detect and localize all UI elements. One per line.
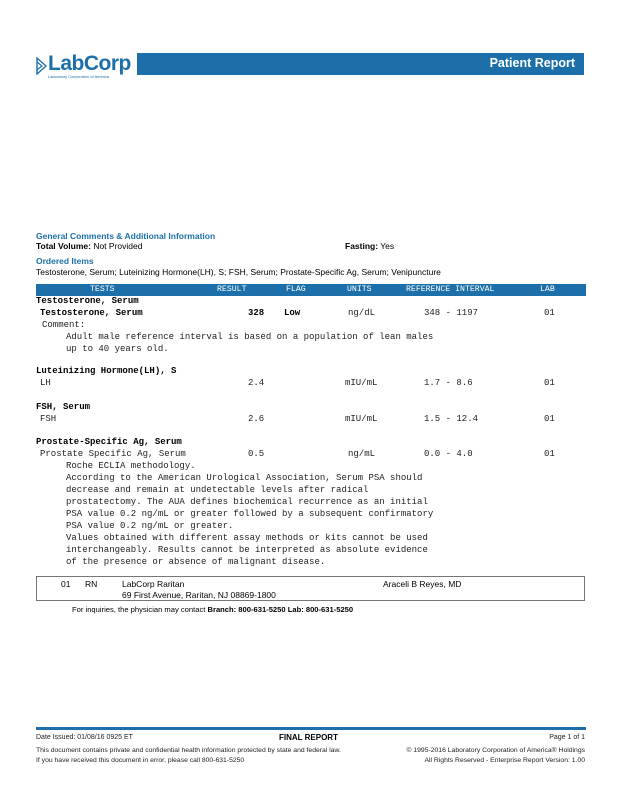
labcorp-logo-mark-icon [36,57,47,75]
group-title: Testosterone, Serum [36,296,139,306]
comment-line: up to 40 years old. [66,344,169,354]
footer-rule [36,727,586,730]
row-reference: 0.0 - 4.0 [424,449,473,459]
comment-line: Adult male reference interval is based on a population of lean males [66,332,434,342]
ordered-items-heading: Ordered Items [36,256,94,266]
row-test: Prostate Specific Ag, Serum [40,449,186,459]
col-result: RESULT [217,285,247,294]
row-result: 2.4 [248,378,265,388]
comment-line: interchangeably. Results cannot be interpreted as absolute evidence [66,545,428,555]
table-row [0,308,618,319]
copyright-line-1: © 1995-2016 Laboratory Corporation of America® Holdings [406,747,585,754]
table-row [0,378,618,389]
row-test: Testosterone, Serum [40,308,143,318]
lab-name: LabCorp Raritan [122,579,185,589]
col-lab: LAB [540,285,555,294]
comment-label: Comment: [42,320,86,330]
date-issued: Date Issued: 01/08/16 0925 ET [36,734,133,741]
lab-info-box [36,576,585,601]
lab-address: 69 First Avenue, Raritan, NJ 08869-1800 [122,590,276,600]
logo-subtitle: Laboratory Corporation of America [48,74,110,79]
col-units: UNITS [347,285,372,294]
total-volume-label: Total Volume: [36,241,91,251]
copyright-line-2: All Rights Reserved - Enterprise Report Version: 1.00 [424,757,585,764]
page-number: Page 1 of 1 [549,734,585,741]
row-lab: 01 [544,449,555,459]
total-volume [36,241,142,251]
inquiry-phones: Branch: 800-631-5250 Lab: 800-631-5250 [207,605,354,614]
row-units: ng/dL [348,308,376,318]
row-test: LH [40,378,51,388]
disclaimer-line-2: If you have received this document in error, please call 800-631-5250 [36,757,245,764]
row-test: FSH [40,414,57,424]
col-tests: TESTS [90,285,115,294]
row-result: 0.5 [248,449,265,459]
disclaimer-line-1: This document contains private and confidential health information protected by state and federal law. [36,747,341,754]
total-volume-value: Not Provided [93,241,143,251]
comment-line: decrease and remain at undetectable levels after radical [66,485,369,495]
table-row [0,449,618,460]
group-title: Luteinizing Hormone(LH), S [36,366,177,376]
comment-line: Values obtained with different assay methods or kits cannot be used [66,533,428,543]
inquiry-text: For inquiries, the physician may contact [72,605,206,614]
fasting-label: Fasting: [345,241,379,251]
row-lab: 01 [544,378,555,388]
results-table-header [36,284,586,296]
inquiry-note [72,605,353,614]
general-comments-heading: General Comments & Additional Information [36,231,216,241]
report-title: Patient Report [489,56,575,70]
ordered-items-list: Testosterone, Serum; Luteinizing Hormone(LH), S; FSH, Serum; Prostate-Specific Ag, Serum; Venipuncture [36,267,441,277]
row-units: mIU/mL [345,378,378,388]
comment-line: PSA value 0.2 ng/mL or greater. [66,521,234,531]
col-flag: FLAG [286,285,306,294]
row-units: mIU/mL [345,414,378,424]
row-lab: 01 [544,414,555,424]
fasting [345,241,394,251]
header-bar [137,53,584,75]
comment-line: PSA value 0.2 ng/mL or greater followed by a subsequent confirmatory [66,509,434,519]
row-result: 2.6 [248,414,265,424]
row-reference: 1.5 - 12.4 [424,414,479,424]
final-report-label: FINAL REPORT [279,733,338,742]
comment-line: Roche ECLIA methodology. [66,461,196,471]
comment-line: According to the American Urological Association, Serum PSA should [66,473,423,483]
row-result: 328 [248,308,265,318]
lab-code: 01 [61,579,71,589]
labcorp-logo [36,54,136,80]
comment-line: of the presence or absence of malignant disease. [66,557,326,567]
row-lab: 01 [544,308,555,318]
logo-text: LabCorp [48,52,131,75]
row-flag: Low [284,308,301,318]
row-reference: 1.7 - 8.6 [424,378,473,388]
row-reference: 348 - 1197 [424,308,479,318]
group-title: FSH, Serum [36,402,91,412]
lab-abbr: RN [85,579,98,589]
table-row [0,414,618,425]
col-reference-interval: REFERENCE INTERVAL [406,285,495,294]
group-title: Prostate-Specific Ag, Serum [36,437,182,447]
row-units: ng/mL [348,449,376,459]
lab-director: Araceli B Reyes, MD [383,579,462,589]
fasting-value: Yes [380,241,395,251]
comment-line: prostatectomy. The AUA defines biochemical recurrence as an initial [66,497,428,507]
